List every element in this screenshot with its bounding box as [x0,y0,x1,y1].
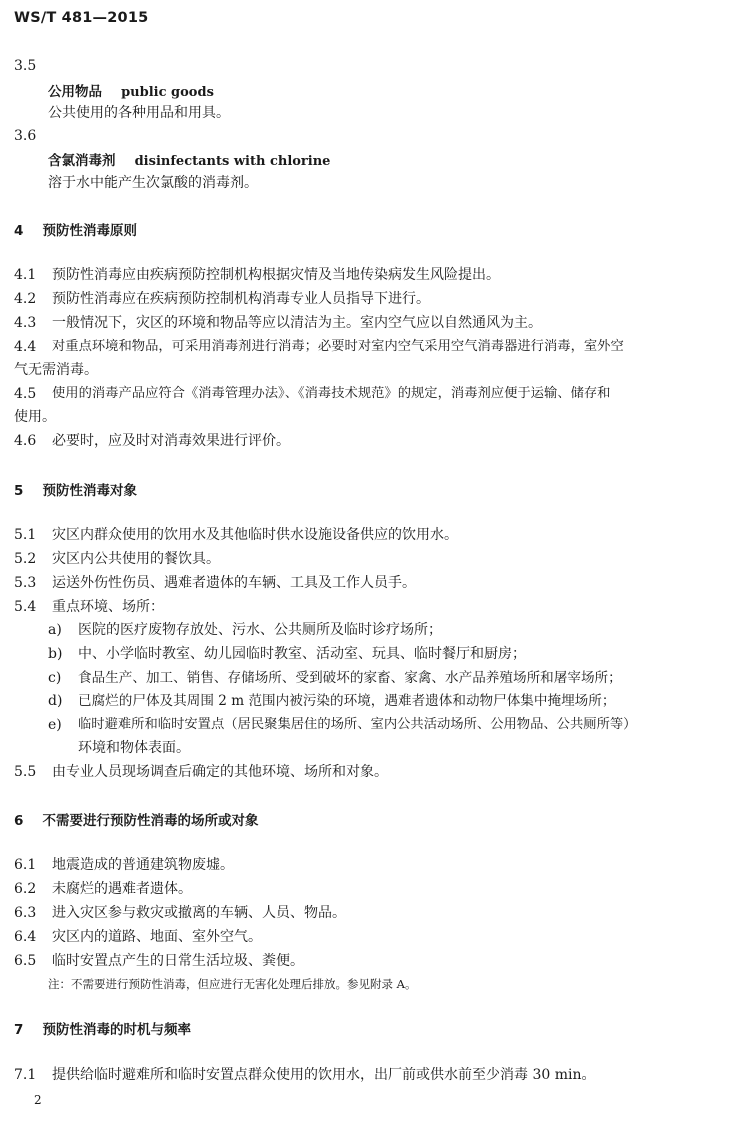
clause-text: 使用的消毒产品应符合《消毒管理办法》、《消毒技术规范》的规定，消毒剂应便于运输、储存和 [52,386,611,401]
clause-text: 未腐烂的遇难者遗体。 [52,881,192,897]
clause-number: 3.6 [14,128,37,144]
clause-number: 4.1 [14,267,37,283]
clause-text: 一般情况下，灾区的环境和物品等应以清洁为主。室内空气应以自然通风为主。 [52,315,542,331]
list-item-text: 中、小学临时教室、幼儿园临时教室、活动室、玩具、临时餐厅和厨房； [78,646,526,662]
term-heading [48,149,330,169]
list-item-label: b) [48,646,63,662]
clause-number: 6.3 [14,905,37,921]
clause-text: 必要时，应及时对消毒效果进行评价。 [52,433,290,449]
section-heading [14,219,137,239]
term-chinese: 公用物品 [48,84,102,100]
section-number: 5 [14,483,24,499]
clause-number: 5.5 [14,764,37,780]
section-title: 预防性消毒对象 [42,483,137,499]
clause-number: 4.5 [14,386,37,402]
clause-text: 地震造成的普通建筑物废墟。 [52,857,234,873]
clause-text: 运送外伤性伤员、遇难者遗体的车辆、工具及工作人员手。 [52,575,416,591]
section-number: 6 [14,813,24,829]
section-heading [14,479,137,499]
list-item-text-continued: 环境和物体表面。 [78,740,190,756]
clause-number: 6.1 [14,857,37,873]
term-english: public goods [121,85,214,100]
clause-number: 5.1 [14,527,37,543]
clause-number: 4.6 [14,433,37,449]
clause-number: 4.4 [14,339,37,355]
clause-text: 预防性消毒应在疾病预防控制机构消毒专业人员指导下进行。 [52,291,430,307]
list-item-text: 医院的医疗废物存放处、污水、公共厕所及临时诊疗场所； [78,622,442,638]
section-heading [14,809,259,829]
clause-text: 灾区内的道路、地面、室外空气。 [52,929,262,945]
term-chinese: 含氯消毒剂 [48,153,116,169]
term-definition: 公共使用的各种用品和用具。 [48,105,230,121]
standard-number-header: WS/T 481—2015 [14,10,149,26]
clause-text: 提供给临时避难所和临时安置点群众使用的饮用水，出厂前或供水前至少消毒 30 min。 [52,1067,596,1083]
clause-number: 5.2 [14,551,37,567]
clause-text: 进入灾区参与救灾或撤离的车辆、人员、物品。 [52,905,346,921]
list-item-label: d) [48,693,63,709]
clause-number: 4.2 [14,291,37,307]
clause-text: 预防性消毒应由疾病预防控制机构根据灾情及当地传染病发生风险提出。 [52,267,500,283]
clause-number: 6.4 [14,929,37,945]
section-title: 不需要进行预防性消毒的场所或对象 [42,813,259,829]
term-heading [48,80,214,100]
clause-text: 灾区内群众使用的饮用水及其他临时供水设施设备供应的饮用水。 [52,527,458,543]
clause-text: 临时安置点产生的日常生活垃圾、粪便。 [52,953,304,969]
section-number: 7 [14,1022,24,1038]
list-item-label: a) [48,622,62,638]
clause-number: 6.2 [14,881,37,897]
note-text: 注：不需要进行预防性消毒，但应进行无害化处理后排放。参见附录 A。 [48,977,417,991]
list-item-text: 已腐烂的尸体及其周围 2 m 范围内被污染的环境，遇难者遗体和动物尸体集中掩埋场所； [78,693,616,709]
section-number: 4 [14,223,24,239]
term-definition: 溶于水中能产生次氯酸的消毒剂。 [48,175,258,191]
clause-number: 7.1 [14,1067,37,1083]
list-item-text: 食品生产、加工、销售、存储场所、受到破坏的家畜、家禽、水产品养殖场所和屠宰场所； [78,670,622,686]
list-item-label: c) [48,670,62,686]
clause-text-continued: 使用。 [14,409,56,425]
list-item-text: 临时避难所和临时安置点（居民聚集居住的场所、室内公共活动场所、公用物品、公共厕所等） [78,717,637,732]
clause-number: 5.3 [14,575,37,591]
clause-number: 4.3 [14,315,37,331]
section-title: 预防性消毒的时机与频率 [42,1022,191,1038]
clause-text-continued: 气无需消毒。 [14,362,98,378]
clause-text: 重点环境、场所： [52,599,164,615]
page-number: 2 [34,1093,42,1107]
clause-number: 6.5 [14,953,37,969]
section-title: 预防性消毒原则 [42,223,137,239]
section-heading [14,1018,191,1038]
clause-text: 由专业人员现场调查后确定的其他环境、场所和对象。 [52,764,388,780]
clause-number: 3.5 [14,58,37,74]
clause-number: 5.4 [14,599,37,615]
list-item-label: e) [48,717,62,733]
clause-text: 灾区内公共使用的餐饮具。 [52,551,220,567]
term-english: disinfectants with chlorine [134,154,331,169]
clause-text: 对重点环境和物品，可采用消毒剂进行消毒；必要时对室内空气采用空气消毒器进行消毒，室外空 [52,339,624,354]
